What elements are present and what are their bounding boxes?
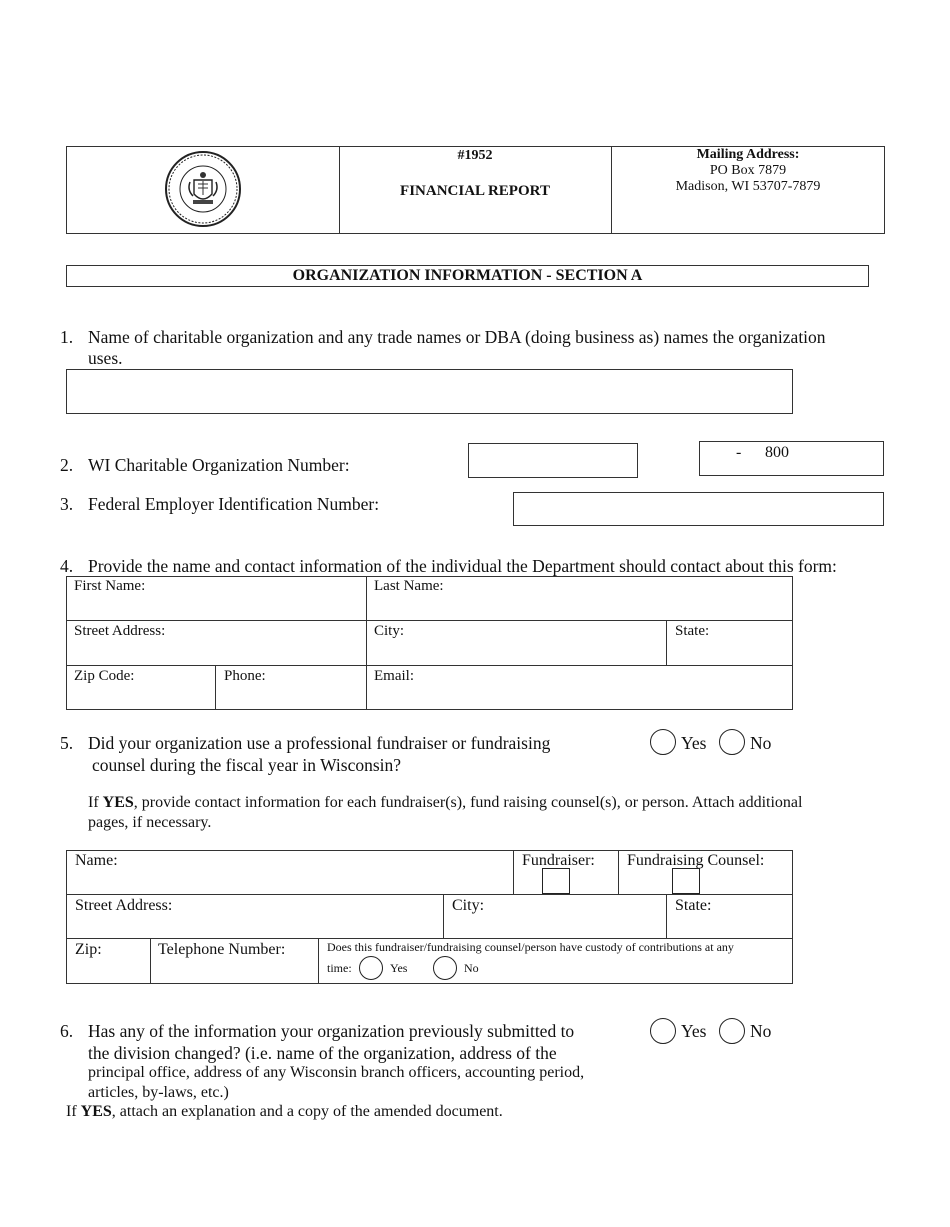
fundraiser-state-label[interactable]: State:: [675, 897, 712, 914]
q5-question-line2: counsel during the fiscal year in Wisconsin?: [92, 755, 402, 775]
contact-email-label[interactable]: Email:: [374, 668, 414, 684]
q6-no-label: No: [750, 1021, 772, 1041]
q5-no-label: No: [750, 733, 772, 753]
q2-question: WI Charitable Organization Number:: [88, 455, 350, 475]
organization-name-input[interactable]: [66, 369, 793, 414]
contact-phone-label[interactable]: Phone:: [224, 668, 266, 684]
custody-yes-label: Yes: [390, 961, 408, 975]
contact-state-label[interactable]: State:: [675, 623, 710, 639]
q5-yes-label: Yes: [681, 733, 707, 753]
form-title: FINANCIAL REPORT: [400, 183, 550, 199]
q6-yes-radio[interactable]: [650, 1018, 676, 1044]
fundraiser-zip-divider: [150, 938, 151, 984]
custody-yes-radio[interactable]: [359, 956, 383, 980]
fundraiser-row-divider-1: [66, 894, 793, 895]
q1-question: Name of charitable organization and any trade names or DBA (doing business as) names the organization: [88, 327, 826, 347]
fundraising-counsel-checkbox[interactable]: [672, 868, 700, 894]
q5-number: 5.: [60, 733, 74, 753]
mailing-address-line2: Madison, WI 53707-7879: [675, 179, 821, 194]
fundraiser-type-label: Fundraiser:: [522, 852, 595, 869]
mailing-address-line1: PO Box 7879: [709, 163, 787, 178]
contact-zip-divider: [215, 665, 216, 710]
q3-number: 3.: [60, 494, 74, 514]
section-title: ORGANIZATION INFORMATION - SECTION A: [292, 267, 643, 284]
custody-time-label: time:: [327, 961, 352, 975]
q4-question: Provide the name and contact information of the individual the Department should contact about this form:: [88, 556, 837, 576]
fundraiser-name-label[interactable]: Name:: [75, 852, 118, 869]
contact-state-divider: [666, 620, 667, 665]
contact-table: [66, 576, 793, 710]
q3-question: Federal Employer Identification Number:: [88, 494, 380, 514]
fundraiser-checkbox[interactable]: [542, 868, 570, 894]
fundraiser-city-label[interactable]: City:: [452, 897, 485, 914]
q1-number: 1.: [60, 327, 74, 347]
q4-number: 4.: [60, 556, 74, 576]
q6-if-yes-instruction: If YES, attach an explanation and a copy of the amended document.: [66, 1103, 503, 1120]
fundraising-counsel-label: Fundraising Counsel:: [627, 852, 765, 869]
wi-charitable-number-suffix: [699, 441, 884, 476]
q2-number: 2.: [60, 455, 74, 475]
q6-question-line3: principal office, address of any Wisconsin branch officers, accounting period,: [88, 1064, 585, 1081]
fundraiser-city-divider: [443, 894, 444, 938]
contact-zip-label[interactable]: Zip Code:: [74, 668, 135, 684]
contact-row-divider-2: [66, 665, 793, 666]
mailing-address-label: Mailing Address:: [696, 147, 800, 162]
q6-question-line1: Has any of the information your organization previously submitted to: [88, 1021, 575, 1041]
suffix-value: 800: [765, 444, 789, 461]
contact-row-divider-1: [66, 620, 793, 621]
q6-question-line4: articles, by-laws, etc.): [88, 1084, 229, 1101]
state-seal-logo: [164, 150, 242, 228]
fundraiser-street-label[interactable]: Street Address:: [75, 897, 173, 914]
fundraiser-col-1: [513, 850, 514, 894]
q5-yes-radio[interactable]: [650, 729, 676, 755]
q1-question-cont: uses.: [88, 348, 123, 368]
fein-input[interactable]: [513, 492, 884, 526]
fundraiser-state-divider: [666, 894, 667, 938]
q5-if-yes-instruction: If YES, provide contact information for each fundraiser(s), fund raising counsel(s), or person. Attach additional: [88, 794, 803, 811]
q6-yes-label: Yes: [681, 1021, 707, 1041]
fundraiser-zip-label[interactable]: Zip:: [75, 941, 102, 958]
form-number: #1952: [457, 148, 493, 163]
contact-last-name-label[interactable]: Last Name:: [374, 578, 444, 594]
suffix-dash: -: [736, 444, 742, 461]
q6-number: 6.: [60, 1021, 74, 1041]
fundraiser-row-divider-2: [66, 938, 793, 939]
q6-no-radio[interactable]: [719, 1018, 745, 1044]
q5-no-radio[interactable]: [719, 729, 745, 755]
contact-col-divider: [366, 576, 367, 710]
custody-question: Does this fundraiser/fundraising counsel/person have custody of contributions at any: [327, 940, 734, 954]
q6-question-line2: the division changed? (i.e. name of the organization, address of the: [88, 1043, 557, 1063]
fundraiser-phone-divider: [318, 938, 319, 984]
contact-street-label[interactable]: Street Address:: [74, 623, 166, 639]
contact-city-label[interactable]: City:: [374, 623, 405, 639]
custody-no-radio[interactable]: [433, 956, 457, 980]
q5-question-line1: Did your organization use a professional fundraiser or fundraising: [88, 733, 551, 753]
custody-no-label: No: [464, 961, 479, 975]
q5-if-yes-instruction-cont: pages, if necessary.: [88, 814, 212, 831]
wi-charitable-number-input[interactable]: [468, 443, 638, 478]
contact-first-name-label[interactable]: First Name:: [74, 578, 146, 594]
fundraiser-col-2: [618, 850, 619, 894]
fundraiser-telephone-label[interactable]: Telephone Number:: [158, 941, 286, 958]
